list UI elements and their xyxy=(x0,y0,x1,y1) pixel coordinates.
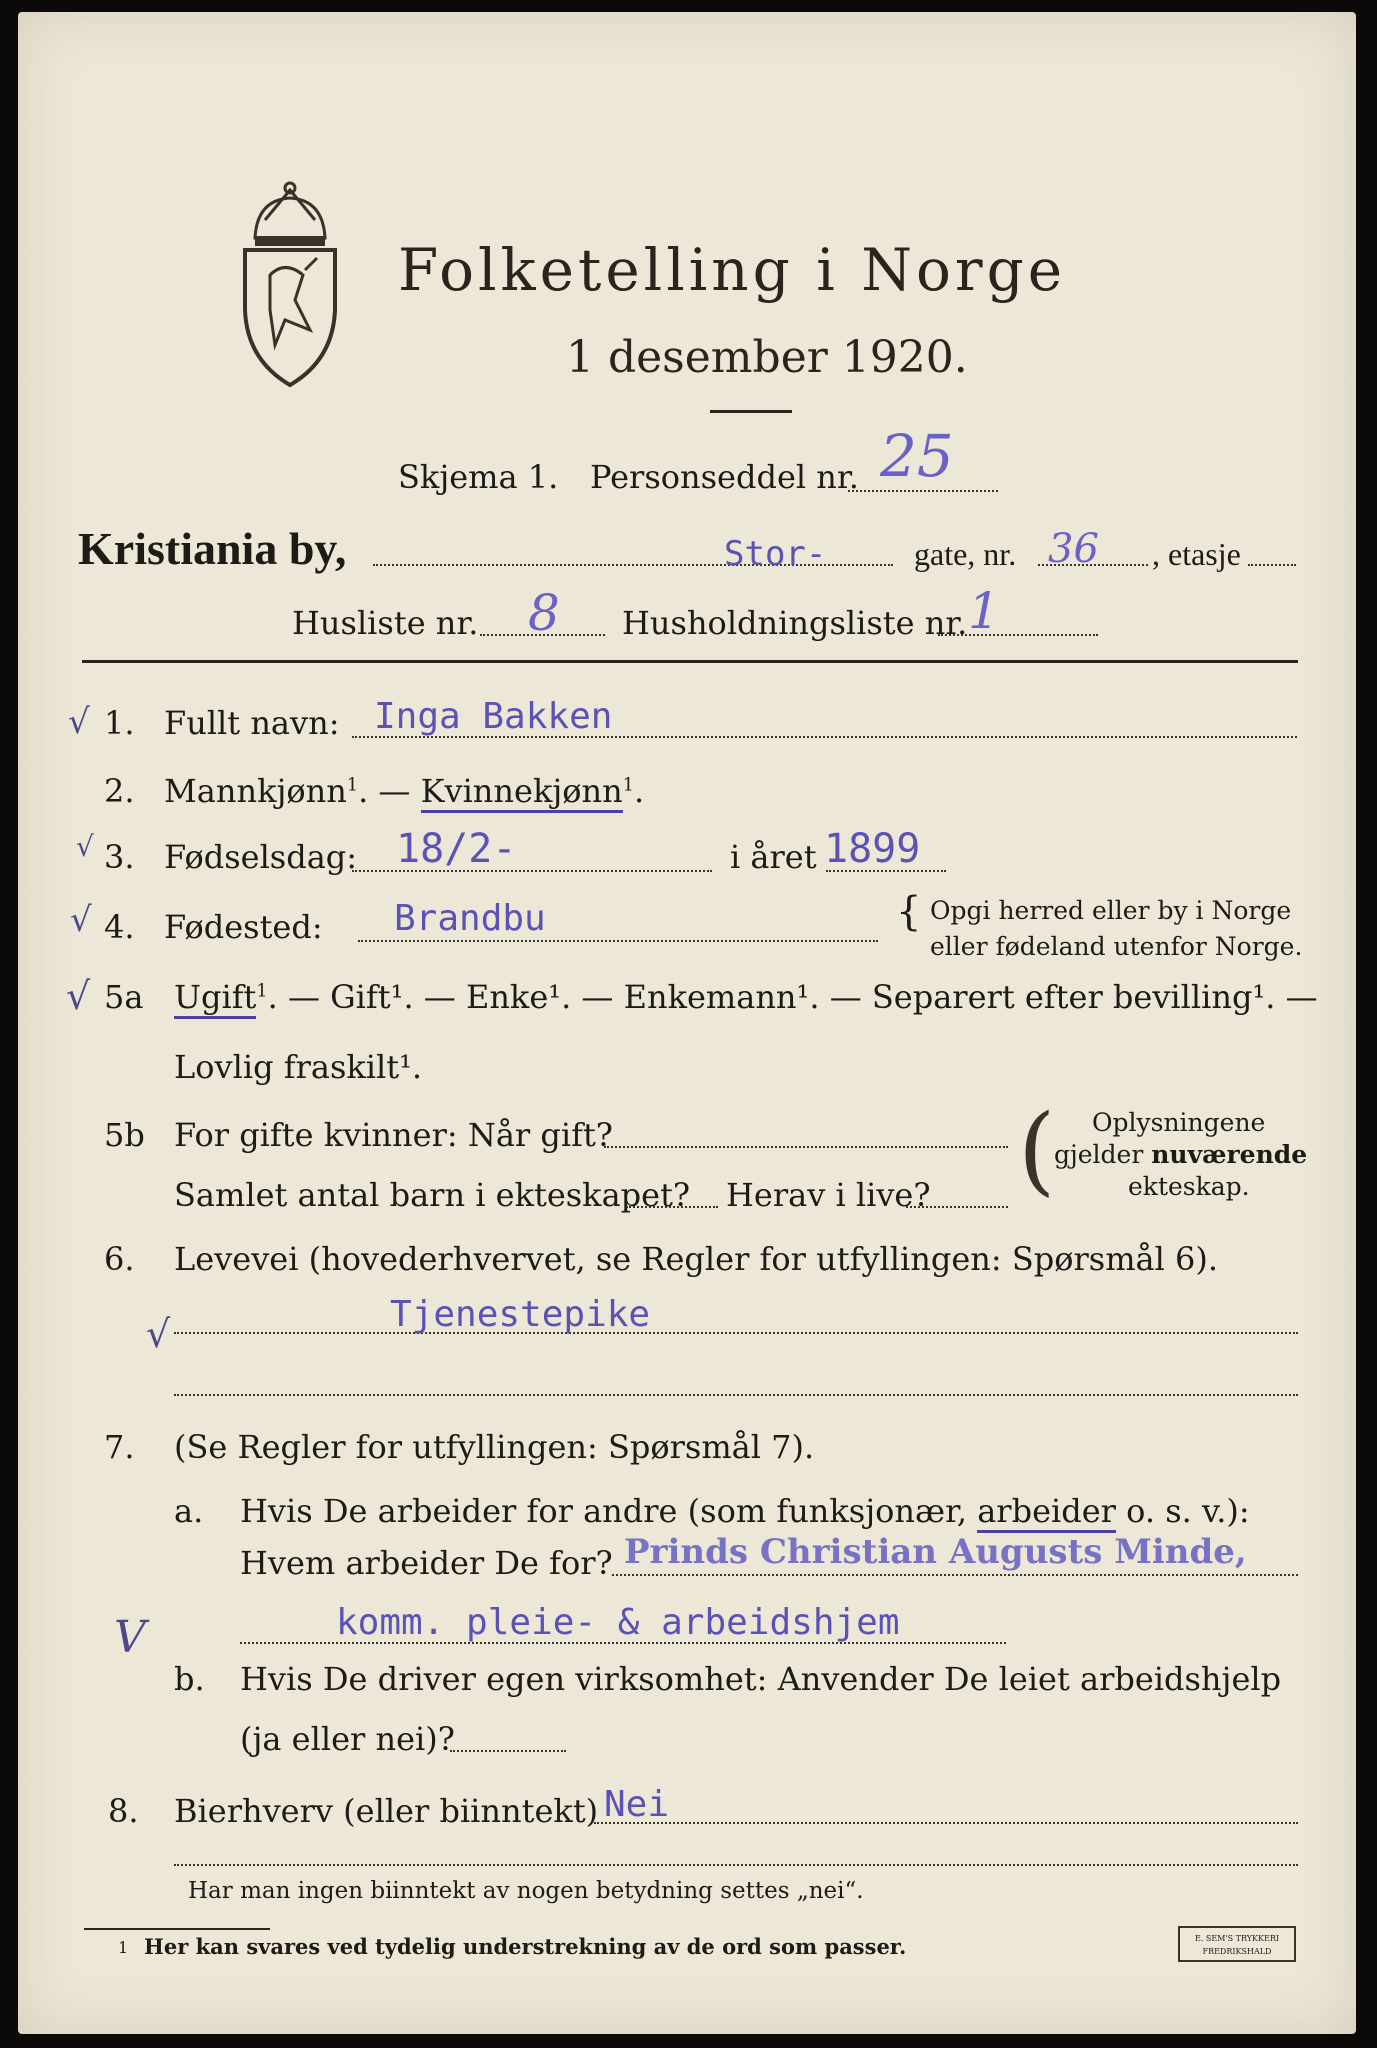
q5b-line2b: Herav i live? xyxy=(726,1176,931,1214)
printer-mark: E. SEM'S TRYKKERI FREDRIKSHALD xyxy=(1178,1926,1296,1962)
check-mark-icon: √ xyxy=(66,974,91,1018)
q6-number: 6. xyxy=(104,1240,135,1278)
city-label: Kristiania by, xyxy=(78,523,347,574)
personseddel-number: 25 xyxy=(880,422,954,490)
bracket-icon: ( xyxy=(1018,1094,1056,1206)
q4-label: Fødested: xyxy=(164,908,323,946)
q4-note-line2: eller fødeland utenfor Norge. xyxy=(930,932,1303,961)
husliste-number: 8 xyxy=(528,584,560,642)
q1-number: 1. xyxy=(104,704,135,742)
q1-label: Fullt navn: xyxy=(164,704,340,742)
personseddel-label: Personseddel nr. xyxy=(590,458,859,496)
footnote-rule xyxy=(84,1928,270,1930)
q5b-note2: gjelder nuværende xyxy=(1054,1140,1308,1169)
etasje-label: , etasje xyxy=(1152,536,1241,572)
q7a-line1: Hvis De arbeider for andre (som funksjonær, arbeider o. s. v.): xyxy=(240,1492,1250,1530)
q5a-number: 5a xyxy=(104,978,144,1016)
check-mark-icon: √ xyxy=(76,830,94,863)
header-rule xyxy=(82,660,1298,663)
q5a-line2: Lovlig fraskilt¹. xyxy=(174,1048,423,1086)
census-form-page xyxy=(18,12,1356,2034)
q5b-line2a: Samlet antal barn i ekteskapet? xyxy=(174,1176,691,1214)
q7b-line1: Hvis De driver egen virksomhet: Anvender De leiet arbeidshjelp xyxy=(240,1660,1282,1698)
husholdningsliste-label: Husholdningsliste nr. xyxy=(622,604,968,642)
q2-label: Mannkjønn$^1$. — Kvinnekjønn$^1$. xyxy=(164,772,644,810)
q8-number: 8. xyxy=(108,1792,139,1830)
q6-label: Levevei (hovederhvervet, se Regler for utfyllingen: Spørsmål 6). xyxy=(174,1240,1219,1278)
check-mark-icon: √ xyxy=(146,1312,171,1356)
q3-number: 3. xyxy=(104,838,135,876)
q3-label: Fødselsdag: xyxy=(164,838,358,876)
q4-note-line1: Opgi herred eller by i Norge xyxy=(930,896,1292,925)
gate-label: gate, nr. xyxy=(914,536,1017,572)
q5b-note3: ekteskap. xyxy=(1128,1172,1250,1201)
kvinnekjonn-selected: Kvinnekjønn xyxy=(421,772,623,813)
q7a-letter: a. xyxy=(174,1492,204,1530)
footnote-mark: 1 xyxy=(118,1938,129,1957)
q7b-letter: b. xyxy=(174,1660,205,1698)
form-title: Folketelling i Norge xyxy=(398,236,1067,304)
birth-date-value: 18/2- xyxy=(396,826,517,872)
husholdningsliste-number: 1 xyxy=(968,582,1000,640)
title-divider xyxy=(710,410,792,413)
footnote-text: Her kan svares ved tydelig understrekning av de ord som passer. xyxy=(144,1934,907,1959)
arbeider-selected: arbeider xyxy=(977,1492,1116,1533)
q7-label: (Se Regler for utfyllingen: Spørsmål 7). xyxy=(174,1428,815,1466)
q5b-number: 5b xyxy=(104,1116,145,1154)
brace-icon: { xyxy=(896,889,922,935)
q8-label: Bierhverv (eller biinntekt) xyxy=(174,1792,599,1830)
employer-line1-value: Prinds Christian Augusts Minde, xyxy=(624,1532,1247,1572)
norwegian-coat-of-arms-icon xyxy=(225,180,355,390)
employer-line2-value: komm. pleie- & arbeidshjem xyxy=(336,1602,900,1643)
year-label: i året xyxy=(730,838,817,876)
q5b-line1: For gifte kvinner: Når gift? xyxy=(174,1116,613,1154)
check-mark-icon: V xyxy=(114,1612,146,1663)
q4-number: 4. xyxy=(104,908,135,946)
q7b-line2: (ja eller nei)? xyxy=(240,1720,455,1758)
ugift-selected: Ugift xyxy=(174,978,256,1019)
full-name-value: Inga Bakken xyxy=(374,696,613,737)
check-mark-icon: √ xyxy=(68,702,90,742)
side-income-value: Nei xyxy=(604,1784,670,1825)
check-mark-icon: √ xyxy=(70,900,92,940)
occupation-value: Tjenestepike xyxy=(390,1294,651,1335)
q7a-line2: Hvem arbeider De for? xyxy=(240,1544,613,1582)
q2-number: 2. xyxy=(104,772,135,810)
q7-number: 7. xyxy=(104,1428,135,1466)
street-name: Stor- xyxy=(724,534,827,574)
census-date: 1 desember 1920. xyxy=(566,332,968,383)
footer-note: Har man ingen biinntekt av nogen betydning settes „nei“. xyxy=(188,1878,864,1904)
birth-year-value: 1899 xyxy=(824,826,921,872)
q5a-options: Ugift$^1$. — Gift¹. — Enke¹. — Enkemann¹. — Separert efter bevilling¹. — xyxy=(174,978,1318,1016)
q5b-note1: Oplysningene xyxy=(1092,1108,1266,1137)
husliste-label: Husliste nr. xyxy=(292,604,479,642)
skjema-label: Skjema 1. xyxy=(398,458,559,496)
birthplace-value: Brandbu xyxy=(394,898,546,939)
gate-number: 36 xyxy=(1048,526,1099,572)
